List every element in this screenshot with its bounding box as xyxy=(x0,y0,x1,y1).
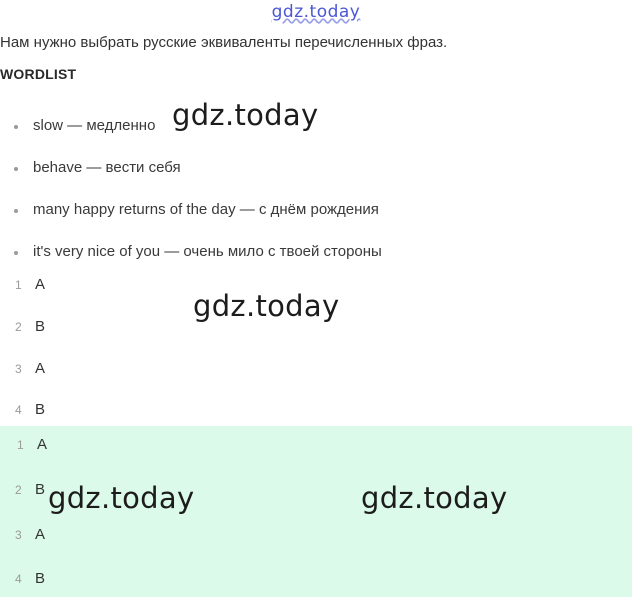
watermark: gdz.today xyxy=(193,289,340,323)
watermark: gdz.today xyxy=(172,98,319,132)
bullet-icon xyxy=(14,209,18,213)
answer-number: 1 xyxy=(17,438,24,452)
answer-row xyxy=(17,436,47,453)
wordlist-title: WORDLIST xyxy=(0,66,77,82)
answer-number: 4 xyxy=(15,403,22,417)
answer-letter: A xyxy=(35,360,46,377)
bullet-icon xyxy=(14,125,18,129)
answer-row xyxy=(15,570,45,587)
answer-number: 2 xyxy=(15,320,22,334)
answer-number: 4 xyxy=(15,572,22,586)
answer-row xyxy=(15,526,45,543)
answer-letter: B xyxy=(35,481,46,498)
answer-letter: B xyxy=(35,318,46,335)
watermark: gdz.today xyxy=(361,481,508,515)
site-logo[interactable]: gdz.today xyxy=(271,2,361,22)
answer-row xyxy=(15,276,45,293)
bullet-icon xyxy=(14,251,18,255)
answer-row xyxy=(15,360,45,377)
answer-letter: B xyxy=(35,570,46,587)
bullet-icon xyxy=(14,167,18,171)
answer-letter: A xyxy=(35,526,46,543)
watermark: gdz.today xyxy=(48,481,195,515)
answer-number: 2 xyxy=(15,483,22,497)
answer-letter: A xyxy=(35,276,46,293)
answer-row xyxy=(15,481,45,498)
intro-text: Нам нужно выбрать русские эквиваленты перечисленных фраз. xyxy=(0,34,448,51)
answer-number: 1 xyxy=(15,278,22,292)
answer-number: 3 xyxy=(15,528,22,542)
answer-number: 3 xyxy=(15,362,22,376)
answer-letter: A xyxy=(37,436,48,453)
answer-row xyxy=(15,318,45,335)
answer-letter: B xyxy=(35,401,46,418)
answer-row xyxy=(15,401,45,418)
